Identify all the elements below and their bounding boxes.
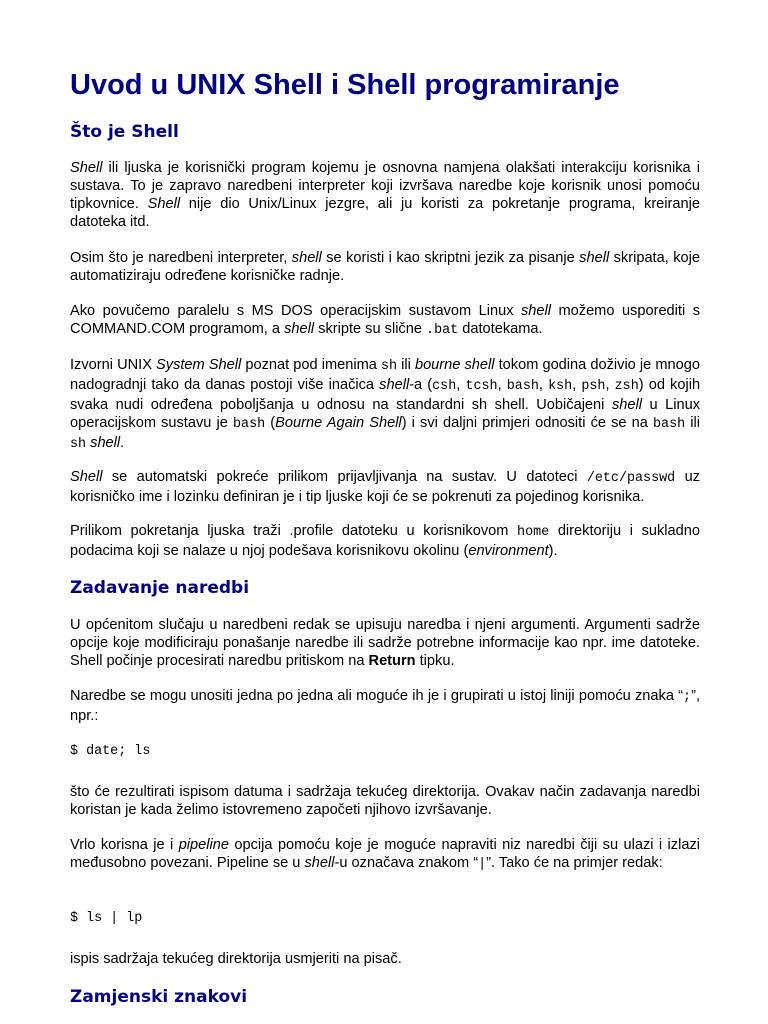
text-italic: shell: [579, 250, 610, 266]
code-inline: |: [478, 857, 487, 872]
text: se automatski pokreće prilikom prijavljivanja na sustav. U datoteci: [102, 469, 587, 485]
text-italic: shell: [291, 250, 322, 266]
code-inline: csh: [432, 379, 457, 394]
text: se koristi i kao skriptni jezik za pisanje: [321, 250, 580, 266]
page-title: Uvod u UNIX Shell i Shell programiranje: [70, 69, 620, 101]
text: ) i svi daljni primjeri odnositi će se na: [401, 415, 653, 431]
paragraph-shell-intro: [70, 159, 700, 231]
text: ili ljuska je korisnički program kojemu je osnovna namjena olakšati interakciju korisnika i sustava. To je zapravo naredbeni interpreter koji izvršava naredbe koje korisnik unosi pomoću tipkovnice.: [70, 160, 700, 212]
text: Vrlo korisna je i: [70, 837, 179, 853]
text: ”, npr.:: [70, 688, 700, 724]
paragraph-profile: [70, 522, 700, 560]
text-italic: environment: [468, 543, 549, 559]
text: ili: [397, 357, 415, 373]
text-italic: bourne shell: [414, 357, 495, 373]
paragraph-printer: [70, 950, 700, 968]
text-italic: shell: [379, 377, 410, 393]
text: uz korisničko ime i lozinku definiran je i tip ljuske koji će se pokrenuti za pojedinog korisnika.: [70, 469, 700, 505]
text: Naredbe se mogu unositi jedna po jedna ali moguće ih je i grupirati u istoj liniji pomoću znaka “: [70, 688, 684, 704]
code-inline: psh: [581, 379, 606, 394]
code-inline: ksh: [548, 379, 573, 394]
code-inline: bash: [506, 379, 539, 394]
code-block-ls-lp: $ ls | lp: [70, 911, 143, 926]
text: skripata, koje automatiziraju određene korisničke radnje.: [70, 250, 701, 284]
code-inline: home: [517, 525, 550, 540]
text: ispis sadržaja tekućeg direktorija usmjeriti na pisač.: [70, 951, 402, 967]
text-italic: Shell: [147, 196, 181, 212]
text: U općenitom slučaju u naredbeni redak se upisuju naredba i njeni argumenti. Argumenti sadrže opcije koje modificiraju ponašanje naredbe ili sadrže potrebne informacije kao npr. ime datoteke. Shell počinje procesirati naredbu pritiskom na: [70, 617, 700, 669]
code-inline: ;: [683, 690, 692, 705]
text: što će rezultirati ispisom datuma i sadržaja tekućeg direktorija. Ovakav način zadavanja naredbi koristan je kada želimo istovremeno započeti njihovo izvršavanje.: [70, 784, 700, 818]
text-italic: shell: [304, 855, 335, 871]
text-italic: shell: [521, 303, 552, 319]
text: datotekama.: [458, 321, 543, 337]
text: tokom godina doživio je mnogo nadogradnji tako da danas postoji više inačica: [70, 357, 700, 393]
text-italic: Shell: [70, 469, 103, 485]
text: ,: [497, 377, 507, 393]
text: poznat pod imenima: [241, 357, 381, 373]
text: tipku.: [415, 653, 455, 669]
section-heading-zadavanje-naredbi: Zadavanje naredbi: [70, 578, 250, 598]
code-inline: tcsh: [465, 379, 498, 394]
code-inline: bash: [233, 417, 266, 432]
text: Prilikom pokretanja ljuska traži .profile datoteku u korisnikovom: [70, 523, 518, 539]
text: Izvorni UNIX: [70, 357, 157, 373]
section-heading-zamjenski-znakovi: Zamjenski znakovi: [70, 987, 248, 1007]
text-bold: Return: [368, 653, 416, 669]
paragraph-result: [70, 783, 700, 819]
text: ,: [538, 377, 549, 393]
text: opcija pomoću koje je moguće napraviti niz naredbi čiji su ulazi i izlazi međusobno povezani. Pipeline se u: [70, 837, 700, 871]
text: -a (: [409, 377, 433, 393]
text: -u označava znakom “: [334, 855, 479, 871]
text: možemo usporediti s COMMAND.COM programom, a: [70, 303, 700, 337]
code-inline: sh: [380, 359, 398, 374]
section-heading-sto-je-shell: Što je Shell: [70, 122, 179, 142]
paragraph-interpreter: [70, 249, 700, 285]
text-italic: shell: [611, 397, 642, 413]
code-inline: bash: [653, 417, 686, 432]
paragraph-ms-dos: [70, 302, 700, 340]
text: .: [120, 435, 125, 451]
paragraph-pipeline: [70, 836, 700, 874]
text: Osim što je naredbeni interpreter,: [70, 250, 292, 266]
text: ,: [605, 377, 615, 393]
text: ,: [456, 377, 466, 393]
text: skripte su slične: [314, 321, 427, 337]
text: ili: [685, 415, 701, 431]
text: Ako povučemo paralelu s MS DOS operacijskim sustavom Linux: [70, 303, 521, 319]
text-italic: Shell: [70, 160, 103, 176]
code-block-date-ls: $ date; ls: [70, 744, 151, 759]
code-inline: .bat: [426, 323, 459, 338]
paragraph-command-line: [70, 616, 700, 670]
text: ).: [548, 543, 558, 559]
text: ) od kojih svaka nudi određena poboljšanja u odnosu na standardni sh shell. Uobičajeni: [70, 377, 701, 413]
text: u Linux operacijskom sustavu je: [70, 397, 700, 431]
paragraph-system-shell: [70, 356, 700, 454]
text-italic: shell: [90, 435, 121, 451]
text: ”. Tako će na primjer redak:: [486, 855, 663, 871]
text-italic: pipeline: [178, 837, 229, 853]
code-inline: /etc/passwd: [586, 471, 676, 486]
text: ,: [572, 377, 582, 393]
text-italic: Bourne Again Shell: [275, 415, 402, 431]
code-inline: zsh: [614, 379, 639, 394]
text-italic: System Shell: [156, 357, 242, 373]
text: (: [265, 415, 276, 431]
code-inline: sh: [70, 437, 87, 452]
text: direktoriju i sukladno podacima koji se nalaze u njoj podešava korisnikovu okolinu (: [70, 523, 701, 559]
paragraph-grouping: [70, 687, 700, 725]
text-italic: shell: [284, 321, 315, 337]
text: nije dio Unix/Linux jezgre, ali ju koristi za pokretanje programa, kreiranje datoteka itd.: [70, 196, 700, 230]
paragraph-auto-start: [70, 468, 700, 506]
